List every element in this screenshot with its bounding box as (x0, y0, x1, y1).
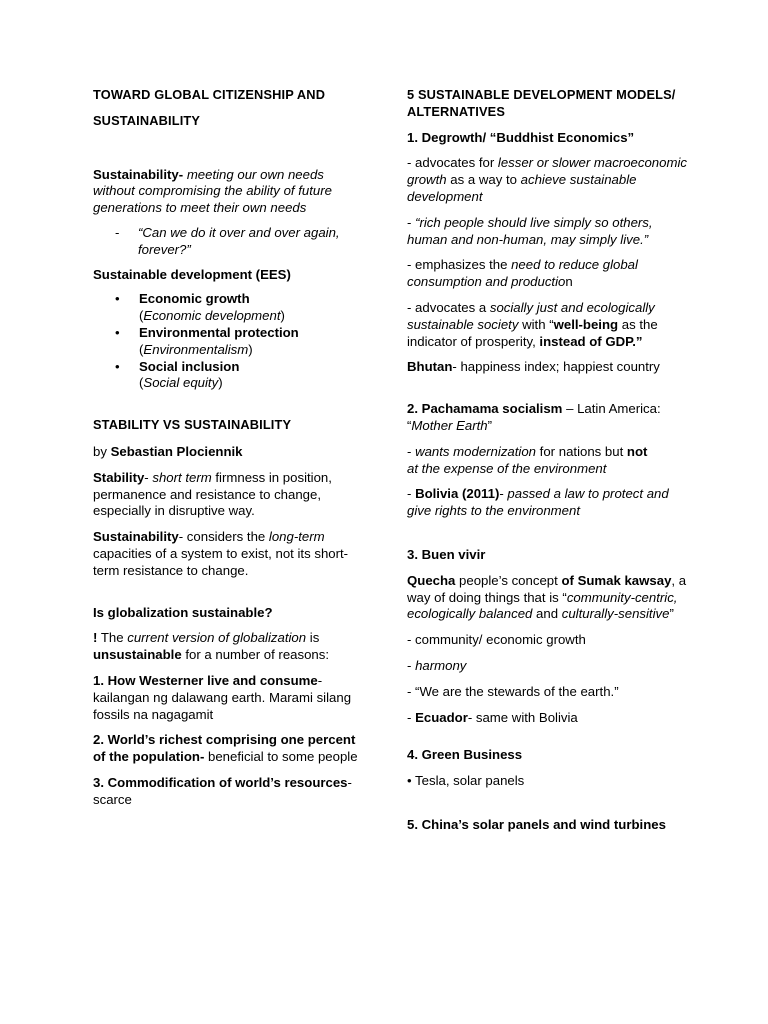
text-run: ” (487, 417, 493, 433)
ees-label: Social inclusion (139, 358, 240, 374)
text-run: - (144, 469, 153, 485)
text-run: people’s concept (455, 572, 562, 588)
model-2-point-2 (407, 486, 692, 520)
text-run-bold: not (626, 443, 648, 459)
text-run-bold: of Sumak kawsay (561, 572, 672, 588)
exclamation-mark: ! (93, 630, 98, 646)
reason-1 (93, 673, 368, 723)
text-run-italic: wants modernization (415, 443, 537, 459)
sustainability-definition (93, 167, 368, 217)
reason-text: - scarce (93, 774, 352, 807)
text-run-italic: culturally-sensitive (561, 606, 670, 622)
text-run: is (306, 630, 320, 646)
reason-heading: 2. World’s richest comprising one percent of the population- (93, 732, 356, 765)
model-3-item-3: - “We are the stewards of the earth.” (407, 683, 619, 699)
text-run: – Latin America: “ (407, 401, 661, 433)
text-run: - emphasizes the (407, 257, 512, 273)
section-title-global-citizenship (93, 87, 368, 130)
globalization-question: Is globalization sustainable? (93, 604, 273, 620)
quote-text: “Can we do it over and over again, forever?” (138, 224, 340, 257)
model-3-item-4 (407, 710, 692, 727)
reason-text: beneficial to some people (204, 749, 358, 765)
model-4-item-1: • Tesla, solar panels (407, 773, 525, 789)
text-run-italic: lesser or slower macroeconomic growth (407, 155, 687, 188)
text-run: and (532, 606, 562, 622)
text-run-italic: “rich people should live simply so others, human and non-human, may simply live.” (407, 214, 653, 247)
author-name: Sebastian Plociennik (110, 443, 243, 459)
bhutan-note (407, 359, 692, 376)
bullet-marker: • (115, 358, 120, 374)
text-run: - (407, 486, 416, 502)
text-run-italic: community-centric, ecologically balanced (407, 589, 678, 622)
ees-label: Economic growth (139, 291, 250, 307)
text-run-italic: short term (152, 469, 212, 485)
sd-heading: Sustainable development (EES) (93, 266, 291, 282)
text-run: - (407, 709, 416, 725)
text-run: n (565, 274, 573, 290)
country-bhutan: Bhutan (407, 359, 453, 375)
text-run-italic: socially just and ecologically sustainable society (407, 299, 655, 332)
quote-item (93, 225, 368, 259)
model-4-heading: 4. Green Business (407, 747, 523, 763)
list-item (93, 359, 368, 393)
model-1-point-4 (407, 300, 692, 350)
text-run: - (407, 657, 416, 673)
reason-3 (93, 775, 368, 809)
model-5-heading: 5. China’s solar panels and wind turbines (407, 816, 666, 832)
text-run-bold: well-being (553, 316, 619, 332)
list-item (93, 325, 368, 359)
ees-sub: Economic development (143, 308, 281, 324)
text-run-italic: achieve sustainable development (407, 172, 637, 204)
stability-definition (93, 470, 368, 520)
definition-text: meeting our own needs without compromising the ability of future generations to meet their own needs (93, 166, 332, 216)
model-1-heading: 1. Degrowth/ “Buddhist Economics” (407, 129, 635, 145)
term-sustainability-2: Sustainability (93, 529, 179, 545)
text-run: capacities of a system to exist, not its short-term resistance to change. (93, 545, 349, 578)
right-column (407, 87, 692, 834)
section-title-stability: STABILITY VS SUSTAINABILITY (93, 417, 292, 433)
text-run: with “ (518, 316, 554, 332)
reason-heading: 3. Commodification of world’s resources (93, 774, 348, 790)
text-run: - happiness index; happiest country (452, 359, 660, 375)
text-run: as a way to (446, 172, 521, 188)
ees-sub: Environmentalism (143, 341, 249, 357)
dash-marker: - (115, 224, 120, 240)
text-run-bold: instead of GDP.” (539, 333, 643, 349)
byline (93, 444, 368, 461)
text-run: as the indicator of prosperity, (407, 316, 658, 349)
text-run: - advocates a (407, 299, 490, 315)
text-run-italic: harmony (415, 657, 467, 673)
section-title-models: 5 SUSTAINABLE DEVELOPMENT MODELS/ ALTERNATIVES (407, 87, 676, 119)
text-run: - (499, 486, 508, 502)
ees-label: Environmental protection (139, 324, 299, 340)
reason-text: - kailangan ng dalawang earth. Marami silang fossils na nagagamit (93, 672, 352, 722)
text-run-italic: passed a law to protect and give rights to the environment (407, 486, 669, 519)
model-3-heading: 3. Buen vivir (407, 546, 486, 562)
left-column (93, 87, 368, 809)
sustainability-longterm-definition (93, 529, 368, 579)
text-run: - considers the (178, 529, 269, 545)
reason-2 (93, 732, 368, 766)
model-3-item-2 (407, 658, 692, 675)
text-run-italic: at the expense of the environment (407, 460, 607, 476)
text-run-bold: Quecha (407, 572, 456, 588)
bullet-marker: • (115, 291, 120, 307)
text-run: - advocates for (407, 155, 498, 171)
model-1-point-1 (407, 155, 692, 205)
model-2-heading (407, 401, 692, 435)
ees-sub: Social equity (143, 375, 219, 391)
text-run: - (407, 443, 416, 459)
text-run: firmness in position, permanence and resistance to change, especially in disruptive way. (93, 469, 332, 519)
text-run: , a way of doing things that is “ (407, 572, 687, 605)
text-run-italic: Mother Earth (411, 417, 488, 433)
text-run: - (407, 214, 416, 230)
model-1-point-3 (407, 257, 692, 291)
text-run-italic: need to reduce global consumption and productio (407, 257, 638, 290)
paren-close: ) (280, 308, 285, 324)
bullet-marker: • (115, 324, 120, 340)
title-line-1: TOWARD GLOBAL CITIZENSHIP AND (93, 87, 326, 102)
list-item (93, 291, 368, 325)
model-1-point-2 (407, 215, 692, 249)
text-run: - same with Bolivia (467, 709, 578, 725)
paren-close: ) (218, 375, 223, 391)
paren-close: ) (248, 341, 253, 357)
reason-heading: 1. How Westerner live and consume (93, 672, 318, 688)
text-run-italic: long-term (268, 529, 325, 545)
model-2-point-1 (407, 444, 692, 478)
term-sustainability: Sustainability- (93, 166, 184, 182)
by-label: by (93, 443, 111, 459)
text-run-bold: Ecuador (415, 709, 468, 725)
paren-open: ( (139, 341, 144, 357)
ees-list (93, 291, 368, 392)
text-run-bold: unsustainable (93, 647, 182, 663)
text-run: ” (669, 606, 674, 622)
paren-open: ( (139, 308, 144, 324)
model-3-description (407, 573, 692, 623)
term-stability: Stability (93, 469, 145, 485)
text-run: for a number of reasons: (181, 647, 330, 663)
text-run: The (97, 630, 128, 646)
text-run-bold: Bolivia (2011) (415, 486, 500, 502)
text-run: for nations but (536, 443, 627, 459)
paren-open: ( (139, 375, 144, 391)
text-run-italic: current version of globalization (127, 630, 307, 646)
title-line-2: SUSTAINABILITY (93, 112, 201, 128)
model-heading: 2. Pachamama socialism (407, 401, 563, 417)
model-3-item-1: - community/ economic growth (407, 632, 586, 648)
globalization-statement (93, 630, 368, 664)
